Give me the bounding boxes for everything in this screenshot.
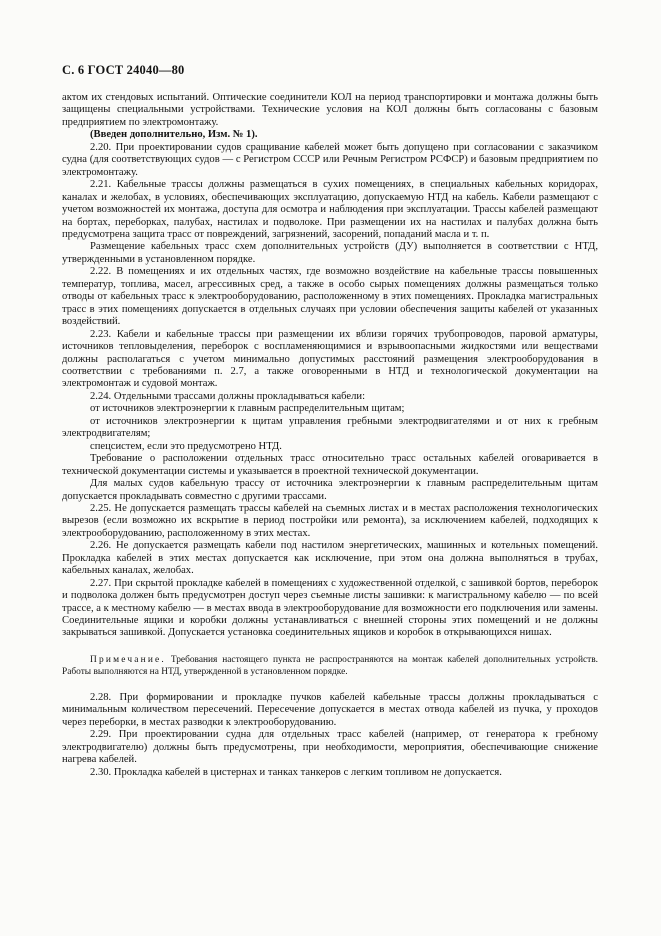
paragraph-2-27: 2.27. При скрытой прокладке кабелей в помещениях с художественной отделкой, с зашивкой бортов, переборок и подволока должен быть предусмотрен доступ через съемные листы зашивки: к магистральному кабелю — по всей трассе, а к местному кабелю — в местах ввода в электрооборудование для возможности его подключения или замены. Соединительные ящики и коробки должны устанавливаться с внешней стороны этих помещений и не должны закрываться зашивкой. Допускается установка соединительных ящиков и коробок в открывающихся нишах. — [62, 577, 598, 639]
list-item: спецсистем, если это предусмотрено НТД. — [90, 440, 282, 452]
paragraph-2-23: 2.23. Кабели и кабельные трассы при размещении их вблизи горячих трубопроводов, паровой арматуры, источников тепловыделения, переборок с воспламеняющимися и взрывоопасными жидкостями или веществами должны располагаться с учетом минимально допустимых расстояний размещения электрооборудования в соответствии с требованиями п. 2.7, а также оговоренными в НТД и технологической документации на электромонтаж и судовой монтаж. — [62, 328, 598, 390]
document-body — [62, 92, 598, 779]
paragraph-2-25: 2.25. Не допускается размещать трассы кабелей на съемных листах и в местах расположения технологических вырезов (если возможно их вскрытие в период постройки или ремонта), за исключением кабелей, подходящих к электрооборудованию, расположенному в этих местах. — [62, 502, 598, 539]
note-text: Требования настоящего пункта не распространяются на монтаж кабелей дополнительных устройств. Работы выполняются на НТД, утвержденной в установленном порядке. — [62, 654, 599, 677]
amendment-note: (Введен дополнительно, Изм. № 1). — [90, 129, 258, 141]
paragraph-2-21-cont: Размещение кабельных трасс схем дополнительных устройств (ДУ) выполняется в соответствии с НТД, утвержденными в установленном порядке. — [62, 241, 598, 265]
list-item: от источников электроэнергии к щитам управления гребными электродвигателями и от них к гребным электродвигателям; — [62, 415, 598, 440]
paragraph-2-30: 2.30. Прокладка кабелей в цистернах и танках танкеров с легким топливом не допускается. — [90, 766, 502, 778]
paragraph-continuation: актом их стендовых испытаний. Оптические соединители КОЛ на период транспортировки и монтажа должны быть защищены специальными устройствами. Технические условия на КОЛ должны быть согласованы с базовым предприятием по электромонтажу. — [62, 92, 598, 128]
page-header: С. 6 ГОСТ 24040—80 — [62, 63, 185, 77]
note-block — [62, 654, 598, 678]
paragraph-2-24-req: Требование о расположении отдельных трасс относительно трасс остальных кабелей оговаривается в технической документации системы и указывается в проектной технической документации. — [62, 453, 598, 477]
paragraph-2-29: 2.29. При проектировании судна для отдельных трасс кабелей (например, от генератора к гребному электродвигателю) должны быть предусмотрены, при необходимости, мероприятия, обеспечивающие снижение нагрева кабелей. — [62, 729, 598, 766]
paragraph-2-24: 2.24. Отдельными трассами должны прокладываться кабели: — [90, 390, 366, 402]
paragraph-2-26: 2.26. Не допускается размещать кабели под настилом энергетических, машинных и котельных помещений. Прокладка кабелей в этих местах допускается как исключение, при этом она должна выполняться в трубах, кабельных каналах, желобах. — [62, 540, 598, 577]
paragraph-2-21: 2.21. Кабельные трассы должны размещаться в сухих помещениях, в специальных кабельных коридорах, каналах и желобах, в условиях, обеспечивающих эксплуатацию, допускаемую НТД на кабель. Кабели размещают с учетом возможностей их монтажа, доступа для осмотра и наблюдения при эксплуатации. Трассы кабелей размещают на бортах, переборках, палубах, настилах и подволоке. При размещении их на настилах и палубах должна быть предусмотрена защита трасс от повреждений, загрязнений, засорений, попаданий масла и т. п. — [62, 179, 598, 240]
note-label: Примечание. — [90, 654, 166, 665]
paragraph-2-20: 2.20. При проектировании судов сращивание кабелей может быть допущено при согласовании с заказчиком судна (для соответствующих судов — с Регистром СССР или Речным Регистром РСФСР) и базовым предприятием по электромонтажу. — [62, 141, 598, 178]
paragraph-2-22: 2.22. В помещениях и их отдельных частях, где возможно воздействие на кабельные трассы повышенных температур, топлива, масел, агрессивных сред, а также в особо сырых помещениях должны размещаться только отводы от кабельных трасс к электрооборудованию, расположенному в этих помещениях. Прокладка магистральных трасс в этих помещениях допускается в отдельных случаях при условии обеспечения защиты кабелей от указанных воздействий. — [62, 266, 598, 328]
list-item: от источников электроэнергии к главным распределительным щитам; — [90, 403, 405, 415]
paragraph-2-24-small-ships: Для малых судов кабельную трассу от источника электроэнергии к главным распределительным щитам допускается прокладывать совместно с другими трассами. — [62, 478, 598, 502]
paragraph-2-28: 2.28. При формировании и прокладке пучков кабелей кабельные трассы должны прокладываться с минимальным количеством пересечений. Пересечение допускается в местах отвода кабелей из пучка, у проходов через переборки, в местах разводки к электрооборудованию. — [62, 691, 598, 728]
